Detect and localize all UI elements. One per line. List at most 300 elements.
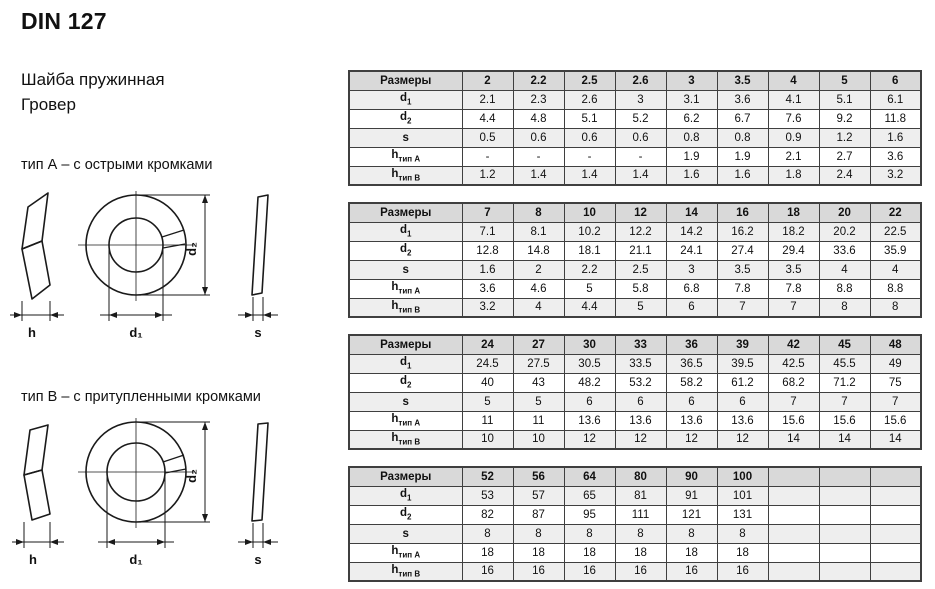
table-row <box>349 505 921 524</box>
value-cell: 1.4 <box>513 166 564 185</box>
value-cell: 2.2 <box>564 260 615 279</box>
value-cell: 53.2 <box>615 373 666 392</box>
row-label-subscript: тип А <box>398 154 421 164</box>
value-cell: 18 <box>666 543 717 562</box>
value-cell: 3 <box>666 260 717 279</box>
value-cell: 1.2 <box>462 166 513 185</box>
value-cell: 2.1 <box>768 147 819 166</box>
value-cell: 14 <box>870 430 921 449</box>
value-cell: 6 <box>666 298 717 317</box>
row-label-cell: $h_{тип А}$ <box>349 279 462 298</box>
row-label-subscript: 2 <box>407 380 412 390</box>
value-cell <box>819 486 870 505</box>
row-label-cell: $d_1$ <box>349 486 462 505</box>
row-label-subscript: 2 <box>407 116 412 126</box>
size-header-cell: 2.5 <box>564 71 615 90</box>
table-row <box>349 430 921 449</box>
table-row <box>349 279 921 298</box>
size-header-cell: 5 <box>819 71 870 90</box>
value-cell: 6.1 <box>870 90 921 109</box>
value-cell: 8 <box>666 524 717 543</box>
value-cell <box>819 562 870 581</box>
value-cell: 8 <box>615 524 666 543</box>
d1-dim-label-a: d₁ <box>129 325 143 340</box>
value-cell <box>819 543 870 562</box>
value-cell: 6.8 <box>666 279 717 298</box>
size-header-cell: 14 <box>666 203 717 222</box>
value-cell: 75 <box>870 373 921 392</box>
size-header-cell: 36 <box>666 335 717 354</box>
table-row <box>349 241 921 260</box>
value-cell: 1.4 <box>615 166 666 185</box>
row-label-subscript: 2 <box>407 248 412 258</box>
table-header-row <box>349 467 921 486</box>
value-cell: 15.6 <box>819 411 870 430</box>
table-row <box>349 90 921 109</box>
value-cell: 7 <box>768 392 819 411</box>
side-view-a <box>22 193 50 299</box>
size-header-cell: 64 <box>564 467 615 486</box>
value-cell: 16 <box>666 562 717 581</box>
value-cell: 2.3 <box>513 90 564 109</box>
table-row <box>349 222 921 241</box>
table-row <box>349 411 921 430</box>
subtitle-line-2: Гровер <box>21 94 76 114</box>
value-cell: 6 <box>717 392 768 411</box>
value-cell: 4 <box>870 260 921 279</box>
value-cell: 2.5 <box>615 260 666 279</box>
sizes-label-cell: Размеры <box>349 467 462 486</box>
value-cell: 18 <box>564 543 615 562</box>
value-cell: 11 <box>462 411 513 430</box>
table-header-row <box>349 203 921 222</box>
value-cell <box>870 562 921 581</box>
row-label-cell: $h_{тип А}$ <box>349 411 462 430</box>
value-cell: 27.5 <box>513 354 564 373</box>
table-header-row <box>349 335 921 354</box>
value-cell: 8 <box>870 298 921 317</box>
value-cell <box>870 505 921 524</box>
value-cell: 10.2 <box>564 222 615 241</box>
value-cell: 91 <box>666 486 717 505</box>
value-cell: 3.6 <box>462 279 513 298</box>
row-label-cell: s <box>349 524 462 543</box>
table-row <box>349 128 921 147</box>
s-dim-label-a: s <box>254 325 262 340</box>
size-header-cell: 30 <box>564 335 615 354</box>
row-label-cell: $d_1$ <box>349 90 462 109</box>
value-cell: 1.6 <box>666 166 717 185</box>
subtitle-line-1: Шайба пружинная <box>21 70 165 89</box>
value-cell: 42.5 <box>768 354 819 373</box>
size-header-cell: 52 <box>462 467 513 486</box>
size-header-cell: 2 <box>462 71 513 90</box>
value-cell: 1.6 <box>870 128 921 147</box>
row-label-subscript: 1 <box>407 229 412 239</box>
table-row <box>349 562 921 581</box>
value-cell: 82 <box>462 505 513 524</box>
value-cell: 101 <box>717 486 768 505</box>
value-cell: 9.2 <box>819 109 870 128</box>
value-cell: 21.1 <box>615 241 666 260</box>
section-view-a <box>252 195 268 295</box>
value-cell: - <box>615 147 666 166</box>
value-cell: 3.2 <box>462 298 513 317</box>
value-cell: 14.8 <box>513 241 564 260</box>
subtitle <box>21 68 165 117</box>
value-cell: 40 <box>462 373 513 392</box>
value-cell: 4.6 <box>513 279 564 298</box>
value-cell: 2 <box>513 260 564 279</box>
value-cell: 11.8 <box>870 109 921 128</box>
size-header-cell: 6 <box>870 71 921 90</box>
value-cell: 8 <box>717 524 768 543</box>
row-label-subscript: тип А <box>398 286 421 296</box>
value-cell <box>768 486 819 505</box>
value-cell: 8 <box>819 298 870 317</box>
value-cell: 7 <box>717 298 768 317</box>
table-row <box>349 298 921 317</box>
value-cell: 71.2 <box>819 373 870 392</box>
value-cell: 22.5 <box>870 222 921 241</box>
row-label-cell: $d_2$ <box>349 373 462 392</box>
value-cell: 12 <box>615 430 666 449</box>
s-dimension-b <box>238 523 278 548</box>
value-cell: 2.4 <box>819 166 870 185</box>
value-cell: 3.5 <box>768 260 819 279</box>
value-cell: 16 <box>564 562 615 581</box>
size-header-cell: 2.6 <box>615 71 666 90</box>
value-cell: 13.6 <box>717 411 768 430</box>
size-header-cell: 24 <box>462 335 513 354</box>
value-cell: 6 <box>564 392 615 411</box>
value-cell: 10 <box>513 430 564 449</box>
value-cell: 0.6 <box>615 128 666 147</box>
value-cell: 12 <box>666 430 717 449</box>
size-header-cell <box>819 467 870 486</box>
value-cell: 7 <box>819 392 870 411</box>
value-cell: 0.6 <box>564 128 615 147</box>
row-label-subscript: 1 <box>407 493 412 503</box>
value-cell: 58.2 <box>666 373 717 392</box>
size-header-cell: 39 <box>717 335 768 354</box>
row-label-subscript: тип А <box>398 550 421 560</box>
sizes-label-cell: Размеры <box>349 71 462 90</box>
row-label-subscript: тип А <box>398 418 421 428</box>
table-row <box>349 166 921 185</box>
h-dim-label-b: h <box>29 552 37 567</box>
size-header-cell: 100 <box>717 467 768 486</box>
table-row <box>349 524 921 543</box>
type-a-drawing <box>6 183 316 343</box>
row-label-cell: $d_1$ <box>349 354 462 373</box>
row-label-cell: $d_1$ <box>349 222 462 241</box>
value-cell: 12 <box>564 430 615 449</box>
value-cell: 111 <box>615 505 666 524</box>
row-label-cell: s <box>349 260 462 279</box>
row-label-cell: $d_2$ <box>349 109 462 128</box>
value-cell: 3.2 <box>870 166 921 185</box>
row-label-subscript: 1 <box>407 361 412 371</box>
row-label-cell: $h_{тип В}$ <box>349 298 462 317</box>
value-cell: 131 <box>717 505 768 524</box>
value-cell: 0.5 <box>462 128 513 147</box>
value-cell: 18 <box>615 543 666 562</box>
value-cell: 6 <box>615 392 666 411</box>
d2-dim-label-b: d₂ <box>184 469 199 483</box>
value-cell: 8.8 <box>819 279 870 298</box>
value-cell: 12 <box>717 430 768 449</box>
value-cell: 4.1 <box>768 90 819 109</box>
value-cell: 8 <box>564 524 615 543</box>
size-table-4 <box>348 466 922 582</box>
row-label-subscript: тип В <box>398 569 421 579</box>
value-cell: 33.6 <box>819 241 870 260</box>
row-label-cell: $d_2$ <box>349 505 462 524</box>
value-cell: 8.1 <box>513 222 564 241</box>
value-cell: 3.5 <box>717 260 768 279</box>
size-table-3 <box>348 334 922 450</box>
table-row <box>349 147 921 166</box>
value-cell: 81 <box>615 486 666 505</box>
size-header-cell: 90 <box>666 467 717 486</box>
value-cell: 5 <box>564 279 615 298</box>
size-header-cell: 42 <box>768 335 819 354</box>
size-header-cell: 48 <box>870 335 921 354</box>
value-cell: 7 <box>768 298 819 317</box>
size-header-cell: 33 <box>615 335 666 354</box>
value-cell: 18.2 <box>768 222 819 241</box>
value-cell: 18 <box>717 543 768 562</box>
value-cell: - <box>462 147 513 166</box>
value-cell: 24.5 <box>462 354 513 373</box>
sizes-label-cell: Размеры <box>349 335 462 354</box>
row-label-cell: $h_{тип В}$ <box>349 562 462 581</box>
value-cell: 27.4 <box>717 241 768 260</box>
value-cell: 3 <box>615 90 666 109</box>
value-cell: 18 <box>513 543 564 562</box>
value-cell: 5.1 <box>819 90 870 109</box>
value-cell: 12.2 <box>615 222 666 241</box>
size-table-2 <box>348 202 922 318</box>
row-label-cell: $h_{тип А}$ <box>349 543 462 562</box>
size-header-cell: 16 <box>717 203 768 222</box>
value-cell: 5 <box>615 298 666 317</box>
front-view-a <box>78 191 194 301</box>
table-row <box>349 109 921 128</box>
value-cell: 3.1 <box>666 90 717 109</box>
type-a-label: тип А – с острыми кромками <box>21 157 213 173</box>
table-row <box>349 486 921 505</box>
table-row <box>349 392 921 411</box>
row-label-cell: s <box>349 392 462 411</box>
size-header-cell <box>870 467 921 486</box>
value-cell: 35.9 <box>870 241 921 260</box>
value-cell <box>819 524 870 543</box>
section-view-b <box>252 423 268 521</box>
value-cell: 0.9 <box>768 128 819 147</box>
front-view-b <box>78 418 194 528</box>
value-cell: 121 <box>666 505 717 524</box>
value-cell: 87 <box>513 505 564 524</box>
row-label-subscript: 2 <box>407 512 412 522</box>
value-cell: 16 <box>513 562 564 581</box>
value-cell <box>768 505 819 524</box>
h-dimension-b <box>12 522 64 548</box>
value-cell <box>870 524 921 543</box>
row-label-cell: $d_2$ <box>349 241 462 260</box>
value-cell: 2.6 <box>564 90 615 109</box>
size-header-cell: 22 <box>870 203 921 222</box>
value-cell: 4.4 <box>564 298 615 317</box>
size-table-1 <box>348 70 922 186</box>
value-cell: 18 <box>462 543 513 562</box>
value-cell: 15.6 <box>768 411 819 430</box>
row-label-subscript: тип В <box>398 437 421 447</box>
value-cell: 1.8 <box>768 166 819 185</box>
value-cell: 16 <box>615 562 666 581</box>
value-cell: - <box>564 147 615 166</box>
value-cell: 2.7 <box>819 147 870 166</box>
size-header-cell: 10 <box>564 203 615 222</box>
value-cell: 24.1 <box>666 241 717 260</box>
value-cell: 7.1 <box>462 222 513 241</box>
value-cell: 1.2 <box>819 128 870 147</box>
value-cell: 1.4 <box>564 166 615 185</box>
size-header-cell: 3 <box>666 71 717 90</box>
value-cell: 0.8 <box>666 128 717 147</box>
size-header-cell: 45 <box>819 335 870 354</box>
value-cell: 14 <box>768 430 819 449</box>
size-header-cell: 3.5 <box>717 71 768 90</box>
value-cell: 65 <box>564 486 615 505</box>
value-cell: - <box>513 147 564 166</box>
value-cell <box>819 505 870 524</box>
value-cell: 6 <box>666 392 717 411</box>
table-row <box>349 260 921 279</box>
s-dimension-a <box>238 297 278 321</box>
value-cell: 8 <box>462 524 513 543</box>
value-cell: 4 <box>819 260 870 279</box>
value-cell: 13.6 <box>615 411 666 430</box>
value-cell: 53 <box>462 486 513 505</box>
value-cell: 8 <box>513 524 564 543</box>
value-cell: 5.2 <box>615 109 666 128</box>
value-cell: 7.8 <box>717 279 768 298</box>
value-cell: 45.5 <box>819 354 870 373</box>
value-cell: 6.2 <box>666 109 717 128</box>
row-label-subscript: тип В <box>398 173 421 183</box>
value-cell: 1.6 <box>717 166 768 185</box>
value-cell <box>768 562 819 581</box>
value-cell: 5 <box>513 392 564 411</box>
s-dim-label-b: s <box>254 552 262 567</box>
value-cell: 7.6 <box>768 109 819 128</box>
value-cell: 1.6 <box>462 260 513 279</box>
value-cell: 29.4 <box>768 241 819 260</box>
value-cell: 3.6 <box>870 147 921 166</box>
value-cell: 5.1 <box>564 109 615 128</box>
side-view-b <box>24 425 50 520</box>
table-header-row <box>349 71 921 90</box>
size-header-cell: 56 <box>513 467 564 486</box>
value-cell: 4 <box>513 298 564 317</box>
value-cell: 39.5 <box>717 354 768 373</box>
size-header-cell: 20 <box>819 203 870 222</box>
value-cell: 33.5 <box>615 354 666 373</box>
value-cell: 0.8 <box>717 128 768 147</box>
tables-column <box>348 70 922 589</box>
d2-dim-label-a: d₂ <box>184 242 199 256</box>
value-cell: 16.2 <box>717 222 768 241</box>
size-header-cell <box>768 467 819 486</box>
size-header-cell: 2.2 <box>513 71 564 90</box>
value-cell: 3.6 <box>717 90 768 109</box>
size-header-cell: 80 <box>615 467 666 486</box>
type-b-label: тип B – с притупленными кромками <box>21 389 261 405</box>
value-cell: 16 <box>717 562 768 581</box>
row-label-cell: $h_{тип В}$ <box>349 166 462 185</box>
value-cell: 36.5 <box>666 354 717 373</box>
row-label-subscript: 1 <box>407 97 412 107</box>
value-cell: 15.6 <box>870 411 921 430</box>
value-cell: 49 <box>870 354 921 373</box>
value-cell: 14 <box>819 430 870 449</box>
page-title: DIN 127 <box>21 8 107 34</box>
value-cell: 8.8 <box>870 279 921 298</box>
value-cell: 12.8 <box>462 241 513 260</box>
h-dim-label-a: h <box>28 325 36 340</box>
value-cell: 43 <box>513 373 564 392</box>
row-label-subscript: тип В <box>398 305 421 315</box>
value-cell: 48.2 <box>564 373 615 392</box>
value-cell: 2.1 <box>462 90 513 109</box>
value-cell: 1.9 <box>717 147 768 166</box>
type-b-drawing <box>6 410 316 570</box>
size-header-cell: 18 <box>768 203 819 222</box>
value-cell: 1.9 <box>666 147 717 166</box>
value-cell: 61.2 <box>717 373 768 392</box>
value-cell: 20.2 <box>819 222 870 241</box>
sizes-label-cell: Размеры <box>349 203 462 222</box>
value-cell: 7.8 <box>768 279 819 298</box>
value-cell: 0.6 <box>513 128 564 147</box>
table-row <box>349 373 921 392</box>
value-cell: 4.8 <box>513 109 564 128</box>
value-cell: 6.7 <box>717 109 768 128</box>
value-cell: 5 <box>462 392 513 411</box>
row-label-cell: s <box>349 128 462 147</box>
value-cell: 18.1 <box>564 241 615 260</box>
value-cell: 10 <box>462 430 513 449</box>
h-dimension-a <box>10 301 64 321</box>
size-header-cell: 4 <box>768 71 819 90</box>
value-cell: 5.8 <box>615 279 666 298</box>
value-cell: 4.4 <box>462 109 513 128</box>
value-cell <box>768 543 819 562</box>
row-label-cell: $h_{тип А}$ <box>349 147 462 166</box>
table-row <box>349 354 921 373</box>
value-cell <box>768 524 819 543</box>
size-header-cell: 12 <box>615 203 666 222</box>
table-row <box>349 543 921 562</box>
row-label-cell: $h_{тип В}$ <box>349 430 462 449</box>
value-cell: 13.6 <box>564 411 615 430</box>
value-cell: 7 <box>870 392 921 411</box>
value-cell <box>870 486 921 505</box>
value-cell: 95 <box>564 505 615 524</box>
size-header-cell: 7 <box>462 203 513 222</box>
